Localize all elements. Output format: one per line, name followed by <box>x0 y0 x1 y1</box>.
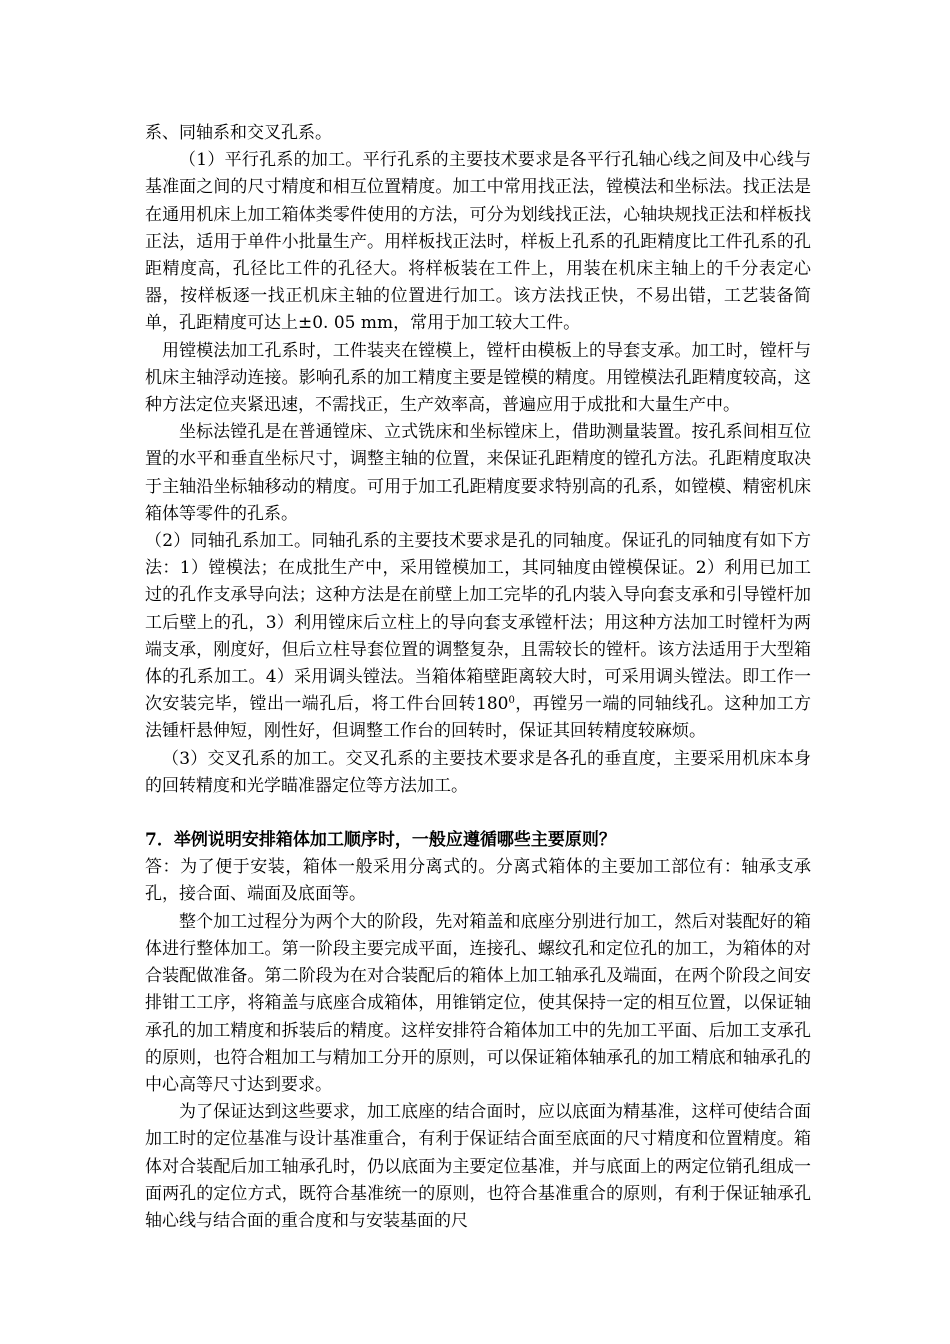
paragraph-answer: 答：为了便于安装，箱体一般采用分离式的。分离式箱体的主要加工部位有：轴承支承孔，接合面、端面及底面等。 <box>145 857 811 905</box>
question-heading: 7．举例说明安排箱体加工顺序时，一般应遵循哪些主要原则？ <box>145 830 616 851</box>
coaxial-text-part-1: （2）同轴孔系加工。同轴孔系的主要技术要求是孔的同轴度。保证孔的同轴度有如下方法：1）镗模法；在成批生产中，采用镗模加工，其同轴度由镗模保证。2）利用已加工过的孔作支承导向法；这种方法是在前壁上加工完毕的孔内装入导向套支承和引导镗杆加工后壁上的孔，3）利用镗床后立柱上的导向套支承镗杆法；用这种方法加工时镗杆为两端支承，刚度好，但后立柱导套位置的调整复杂，且需较长的镗杆。该方法适用于大型箱体的孔系加工。4）采用调头镗法。当箱体箱壁距离较大时，可采用调头镗法。即工作一次安装完毕，镗出一端孔后，将工件台回转180 <box>145 531 811 715</box>
degree-superscript: 0 <box>508 695 515 707</box>
paragraph-parallel-holes: （1）平行孔系的加工。平行孔系的主要技术要求是各平行孔轴心线之间及中心线与基准面之间的尺寸精度和相互位置精度。加工中常用找正法，镗模法和坐标法。找正法是在通用机床上加工箱体类零件使用的方法，可分为划线找正法，心轴块规找正法和样板找正法，适用于单件小批量生产。用样板找正法时，样板上孔系的孔距精度比工件孔系的孔距精度高，孔径比工件的孔径大。将样板装在工件上，用装在机床主轴上的千分表定心器，按样板逐一找正机床主轴的位置进行加工。该方法找正快，不易出错，工艺装备简单，孔距精度可达上±0. 05 mm，常用于加工较大工件。 <box>145 150 811 334</box>
paragraph-datum: 为了保证达到这些要求，加工底座的结合面时，应以底面为精基准，这样可使结合面加工时的定位基准与设计基准重合，有利于保证结合面至底面的尺寸精度和位置精度。箱体对合装配后加工轴承孔时，仍以底面为主要定位基准，并与底面上的两定位销孔组成一面两孔的定位方式，既符合基准统一的原则，也符合基准重合的原则，有利于保证轴承孔轴心线与结合面的重合度和与安装基面的尺 <box>145 1102 811 1231</box>
paragraph-intro: 系、同轴系和交叉孔系。 <box>145 123 332 143</box>
paragraph-coordinate-boring: 坐标法镗孔是在普通镗床、立式铣床和坐标镗床上，借助测量装置。按孔系间相互位置的水平和垂直坐标尺寸，调整主轴的位置，来保证孔距精度的镗孔方法。孔距精度取决于主轴沿坐标轴移动的精度。可用于加工孔距精度要求特别高的孔系，如镗模、精密机床箱体等零件的孔系。 <box>145 422 811 524</box>
paragraph-coaxial-holes <box>145 528 811 746</box>
paragraph-two-stages: 整个加工过程分为两个大的阶段，先对箱盖和底座分别进行加工，然后对装配好的箱体进行整体加工。第一阶段主要完成平面，连接孔、螺纹孔和定位孔的加工，为箱体的对合装配做准备。第二阶段为在对合装配后的箱体上加工轴承孔及端面，在两个阶段之间安排钳工工序，将箱盖与底座合成箱体，用锥销定位，使其保持一定的相互位置，以保证轴承孔的加工精度和拆装后的精度。这样安排符合箱体加工中的先加工平面、后加工支承孔的原则，也符合粗加工与精加工分开的原则，可以保证箱体轴承孔的加工精底和轴承孔的中心高等尺寸达到要求。 <box>145 911 811 1095</box>
document-page <box>145 120 811 1235</box>
paragraph-cross-holes: （3）交叉孔系的加工。交叉孔系的主要技术要求是各孔的垂直度，主要采用机床本身的回转精度和光学瞄准器定位等方法加工。 <box>145 748 811 796</box>
paragraph-boring-jig: 用镗模法加工孔系时，工件装夹在镗模上，镗杆由模板上的导套支承。加工时，镗杆与机床主轴浮动连接。影响孔系的加工精度主要是镗模的精度。用镗模法孔距精度较高，这种方法定位夹紧迅速，不需找正，生产效率高，普遍应用于成批和大量生产中。 <box>145 340 811 416</box>
coaxial-text-part-2: ，再镗另一端的同轴线孔。这种加工方法锺杆悬伸短，刚性好，但调整工作台的回转时，保证其回转精度较麻烦。 <box>145 694 812 742</box>
